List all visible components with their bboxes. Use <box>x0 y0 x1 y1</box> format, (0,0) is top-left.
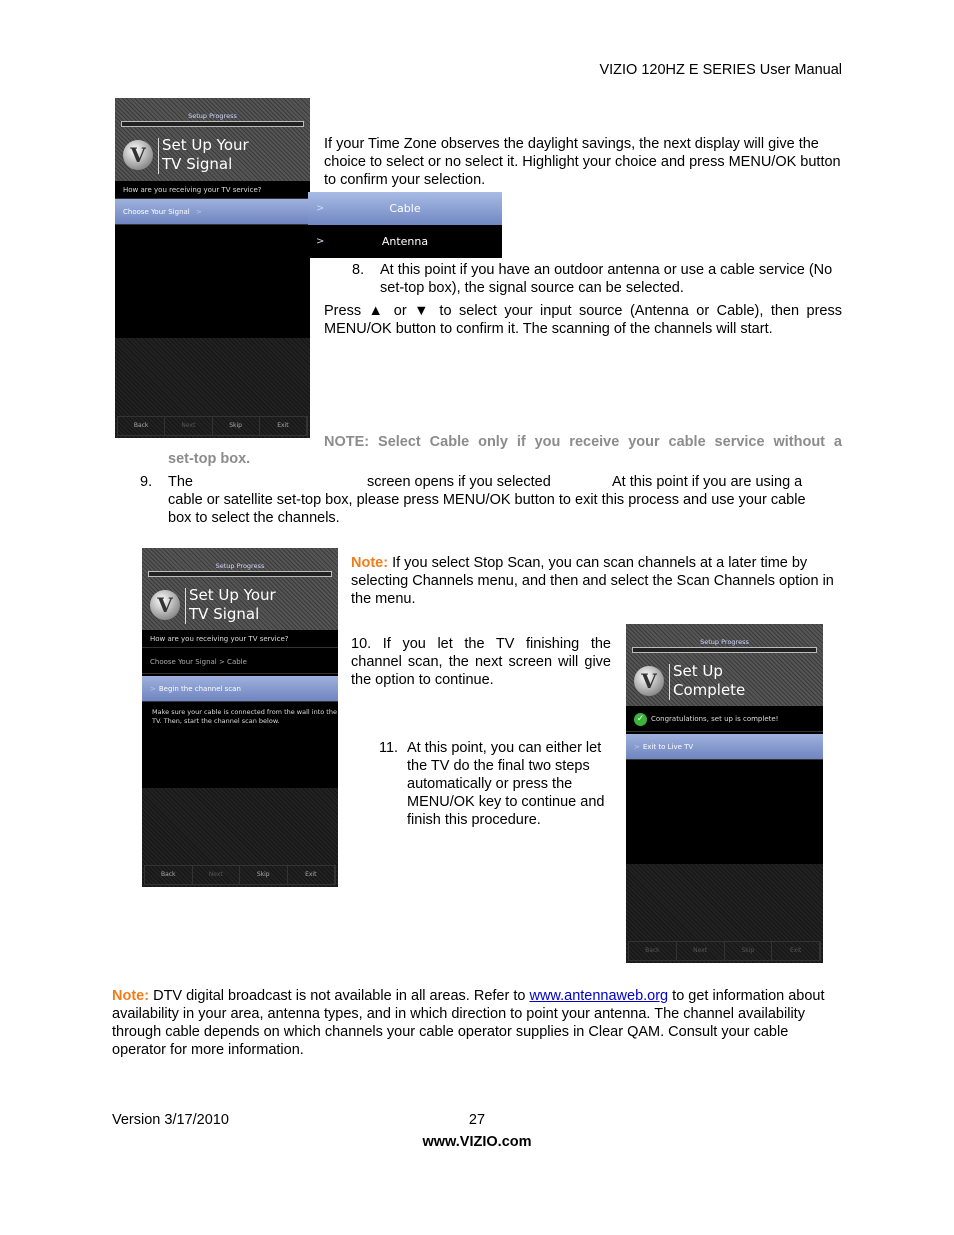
vizio-logo-icon: V <box>150 590 180 620</box>
button-bar <box>117 416 308 436</box>
back-button[interactable]: Back <box>145 866 193 884</box>
menu-item-begin-scan[interactable]: > Begin the channel scan <box>142 676 338 702</box>
page-number: 27 <box>468 1112 486 1128</box>
step-8-number: 8. <box>352 262 365 278</box>
step-9-number: 9. <box>140 474 153 490</box>
footer-website: www.VIZIO.com <box>422 1134 532 1150</box>
exit-button[interactable]: Exit <box>260 417 307 435</box>
menu-item-exit-live-tv[interactable]: > Exit to Live TV <box>626 734 823 760</box>
step-9-part3: At this point if you are using a <box>612 474 803 490</box>
skip-button[interactable]: Skip <box>240 866 288 884</box>
signal-choice-row[interactable]: Choose Your Signal > Cable <box>142 650 338 674</box>
tv-screen-setup-complete <box>626 624 823 963</box>
chevron-right-icon: > <box>195 208 202 216</box>
next-button[interactable]: Next <box>677 942 725 960</box>
step-11-number: 11. <box>379 740 399 756</box>
skip-button[interactable]: Skip <box>725 942 773 960</box>
skip-button[interactable]: Skip <box>213 417 260 435</box>
note-label: Note: <box>112 988 150 1004</box>
step-8-text: At this point if you have an outdoor antenna or use a cable service (No set-top box), the signal source can be selected. <box>380 262 833 296</box>
step-9-text: cable or satellite set-top box, please press MENU/OK button to exit this process and use your cable box to select the channels. <box>168 492 806 526</box>
congrats-row: ✓ Congratulations, set up is complete! <box>626 706 823 732</box>
paragraph-select-source: Press ▲ or ▼ to select your input source (Antenna or Cable), then press MENU/OK button to confirm it. The scanning of the channels will start. <box>324 303 842 337</box>
chevron-right-icon: > <box>316 203 325 214</box>
vizio-logo-icon: V <box>634 666 664 696</box>
setup-progress-label: Setup Progress <box>700 638 749 646</box>
submenu-item-antenna[interactable]: > Antenna <box>308 225 502 258</box>
tv-screen-set-up-signal <box>115 98 310 438</box>
note-label: Note: <box>351 555 389 571</box>
check-icon: ✓ <box>634 713 647 726</box>
setup-progress-label: Setup Progress <box>188 112 237 120</box>
button-bar <box>628 941 821 961</box>
setup-progress-bar <box>148 571 332 577</box>
menu-item-choose-signal[interactable]: Choose Your Signal > <box>115 199 310 225</box>
back-button[interactable]: Back <box>629 942 677 960</box>
paragraph-daylight-savings: If your Time Zone observes the daylight savings, the next display will give the choice to select or no select it. Highlight your choice and press MENU/OK button to confirm your selection. <box>324 136 841 188</box>
exit-button[interactable]: Exit <box>288 866 336 884</box>
step-10-text: 10. If you let the TV finishing the channel scan, the next screen will give the option to continue. <box>351 636 611 688</box>
question-row: How are you receiving your TV service? <box>142 630 338 648</box>
manual-title: VIZIO 120HZ E SERIES User Manual <box>599 62 842 78</box>
note-cable-line2: set-top box. <box>168 451 251 467</box>
antennaweb-link[interactable]: www.antennaweb.org <box>529 988 669 1004</box>
tv-screen-channel-scan <box>142 548 338 887</box>
vizio-logo-icon: V <box>123 140 153 170</box>
footer-version: Version 3/17/2010 <box>112 1112 229 1128</box>
screen-title: Set Up Your TV Signal <box>162 136 249 173</box>
setup-progress-bar <box>121 121 304 127</box>
back-button[interactable]: Back <box>118 417 165 435</box>
button-bar <box>144 865 336 885</box>
chevron-right-icon: > <box>634 743 640 751</box>
question-row: How are you receiving your TV service? <box>115 181 310 199</box>
chevron-right-icon: > <box>316 236 325 247</box>
next-button[interactable]: Next <box>165 417 212 435</box>
exit-button[interactable]: Exit <box>772 942 820 960</box>
signal-submenu <box>308 192 502 258</box>
next-button[interactable]: Next <box>193 866 241 884</box>
note-stop-scan: Note: If you select Stop Scan, you can scan channels at a later time by selecting Channels menu, and then and select the Scan Channels option in the menu. <box>351 555 834 607</box>
screen-title: Set Up Your TV Signal <box>189 586 276 623</box>
note-dtv: Note: DTV digital broadcast is not available in all areas. Refer to www.antennaweb.org to get information about availability in your area, antenna types, and in which direction to point your antenna. The channel availability through cable depends on which channels your cable operator supplies in Clear QAM. Consult your cable operator for more information. <box>112 988 825 1058</box>
chevron-right-icon: > <box>150 685 156 693</box>
step-9-part2: screen opens if you selected <box>367 474 551 490</box>
note-cable-line1: NOTE: Select Cable only if you receive your cable service without a <box>324 434 842 450</box>
step-11-text: At this point, you can either let the TV do the final two steps automatically or press the MENU/OK key to continue and finish this procedure. <box>407 740 605 828</box>
setup-progress-label: Setup Progress <box>215 562 265 570</box>
step-9-part1: The <box>168 474 193 490</box>
setup-progress-bar <box>632 647 817 653</box>
scan-instructions: Make sure your cable is connected from the wall into the TV. Then, start the channel scan below. <box>152 708 337 725</box>
screen-title: Set Up Complete <box>673 662 746 699</box>
submenu-item-cable[interactable]: > Cable <box>308 192 502 225</box>
